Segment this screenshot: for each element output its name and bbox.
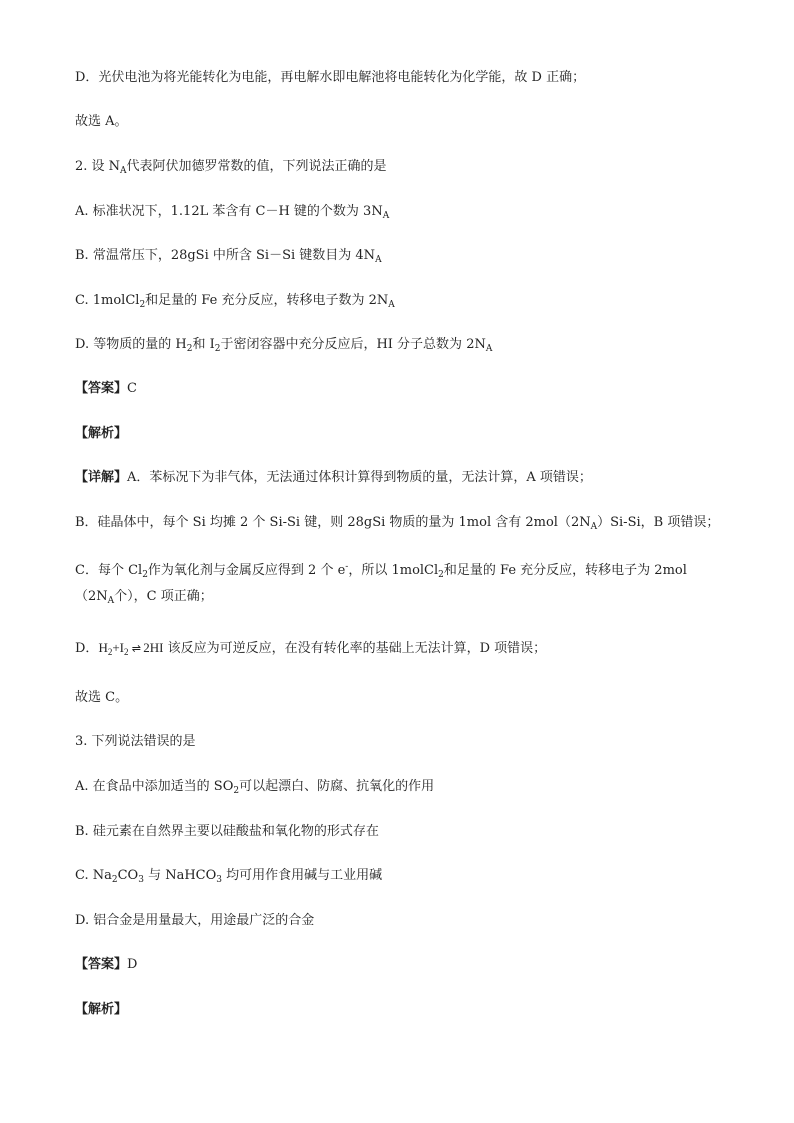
question-2-option-b: B. 常温常压下，28gSi 中所含 Si－Si 键数目为 $4N_A$ (75, 248, 382, 265)
question-3-option-c: C. $Na_2CO_3$ 与 NaHCO$_3$ 均可用作食用碱与工业用碱 (75, 868, 383, 885)
question-3-option-d: D. 铝合金是用量最大，用途最广泛的合金 (75, 913, 315, 928)
equation: $H_2+I_2$ ⇌ 2HI (98, 640, 164, 657)
detail-line-b: B．硅晶体中，每个 Si 均摊 2 个 Si-Si 键，则 28gSi 物质的量为 1mol 含有 $2mol(2N_A)Si-Si$，B 项错误； (75, 515, 720, 532)
question-3-option-b: B. 硅元素在自然界主要以硅酸盐和氧化物的形式存在 (75, 824, 379, 839)
question-2-option-d: D. 等物质的量的 $H_2$和 $I_2$于密闭容器中充分反应后，HI 分子总数为 $2N_A$ (75, 337, 493, 354)
question-2-stem: 2. 设 $N_A$代表阿伏加德罗常数的值，下列说法正确的是 (75, 159, 387, 176)
answer-value: C (127, 381, 137, 396)
detail-line-c-cont: （$2N_A$个），C 项正确； (75, 589, 213, 606)
conclusion-line-2: 故选 C。 (75, 690, 129, 705)
question-3-stem: 3. 下列说法错误的是 (75, 734, 196, 749)
analysis-heading-3: 【解析】 (75, 1002, 128, 1017)
analysis-heading-2: 【解析】 (75, 426, 128, 441)
answer-label: 【答案】 (75, 957, 128, 972)
question-3-option-a: A. 在食品中添加适当的 $SO_2$可以起漂白、防腐、抗氧化的作用 (75, 779, 435, 796)
detail-line-c: C．每个 $Cl_2$作为氧化剂与金属反应得到 2 个 e-，所以 1molCl$_2$和足量的 Fe 充分反应，转移电子为 2mol (75, 562, 687, 580)
explanation-line-d: D．光伏电池为将光能转化为电能，再电解水即电解池将电能转化为化学能，故 D 正确； (75, 70, 586, 85)
question-2-option-a: A. 标准状况下，1.12L 苯含有 C－H 键的个数为 $3N_A$ (75, 204, 390, 221)
detail-line-a: 【详解】A．苯标况下为非气体，无法通过体积计算得到物质的量，无法计算，A 项错误； (75, 470, 592, 485)
answer-2 (75, 379, 137, 399)
answer-value: D (127, 957, 138, 972)
conclusion-line-1: 故选 A。 (75, 114, 128, 129)
question-2-option-c: C. 1molCl$_2$和足量的 Fe 充分反应，转移电子数为 $2N_A$ (75, 293, 395, 310)
detail-line-d: D．$H_2+I_2$ ⇌ 2HI 该反应为可逆反应，在没有转化率的基础上无法计算，D 项错误； (75, 640, 547, 657)
answer-3 (75, 955, 137, 975)
answer-label: 【答案】 (75, 381, 128, 396)
equilibrium-arrow-icon: ⇌ (131, 643, 140, 655)
